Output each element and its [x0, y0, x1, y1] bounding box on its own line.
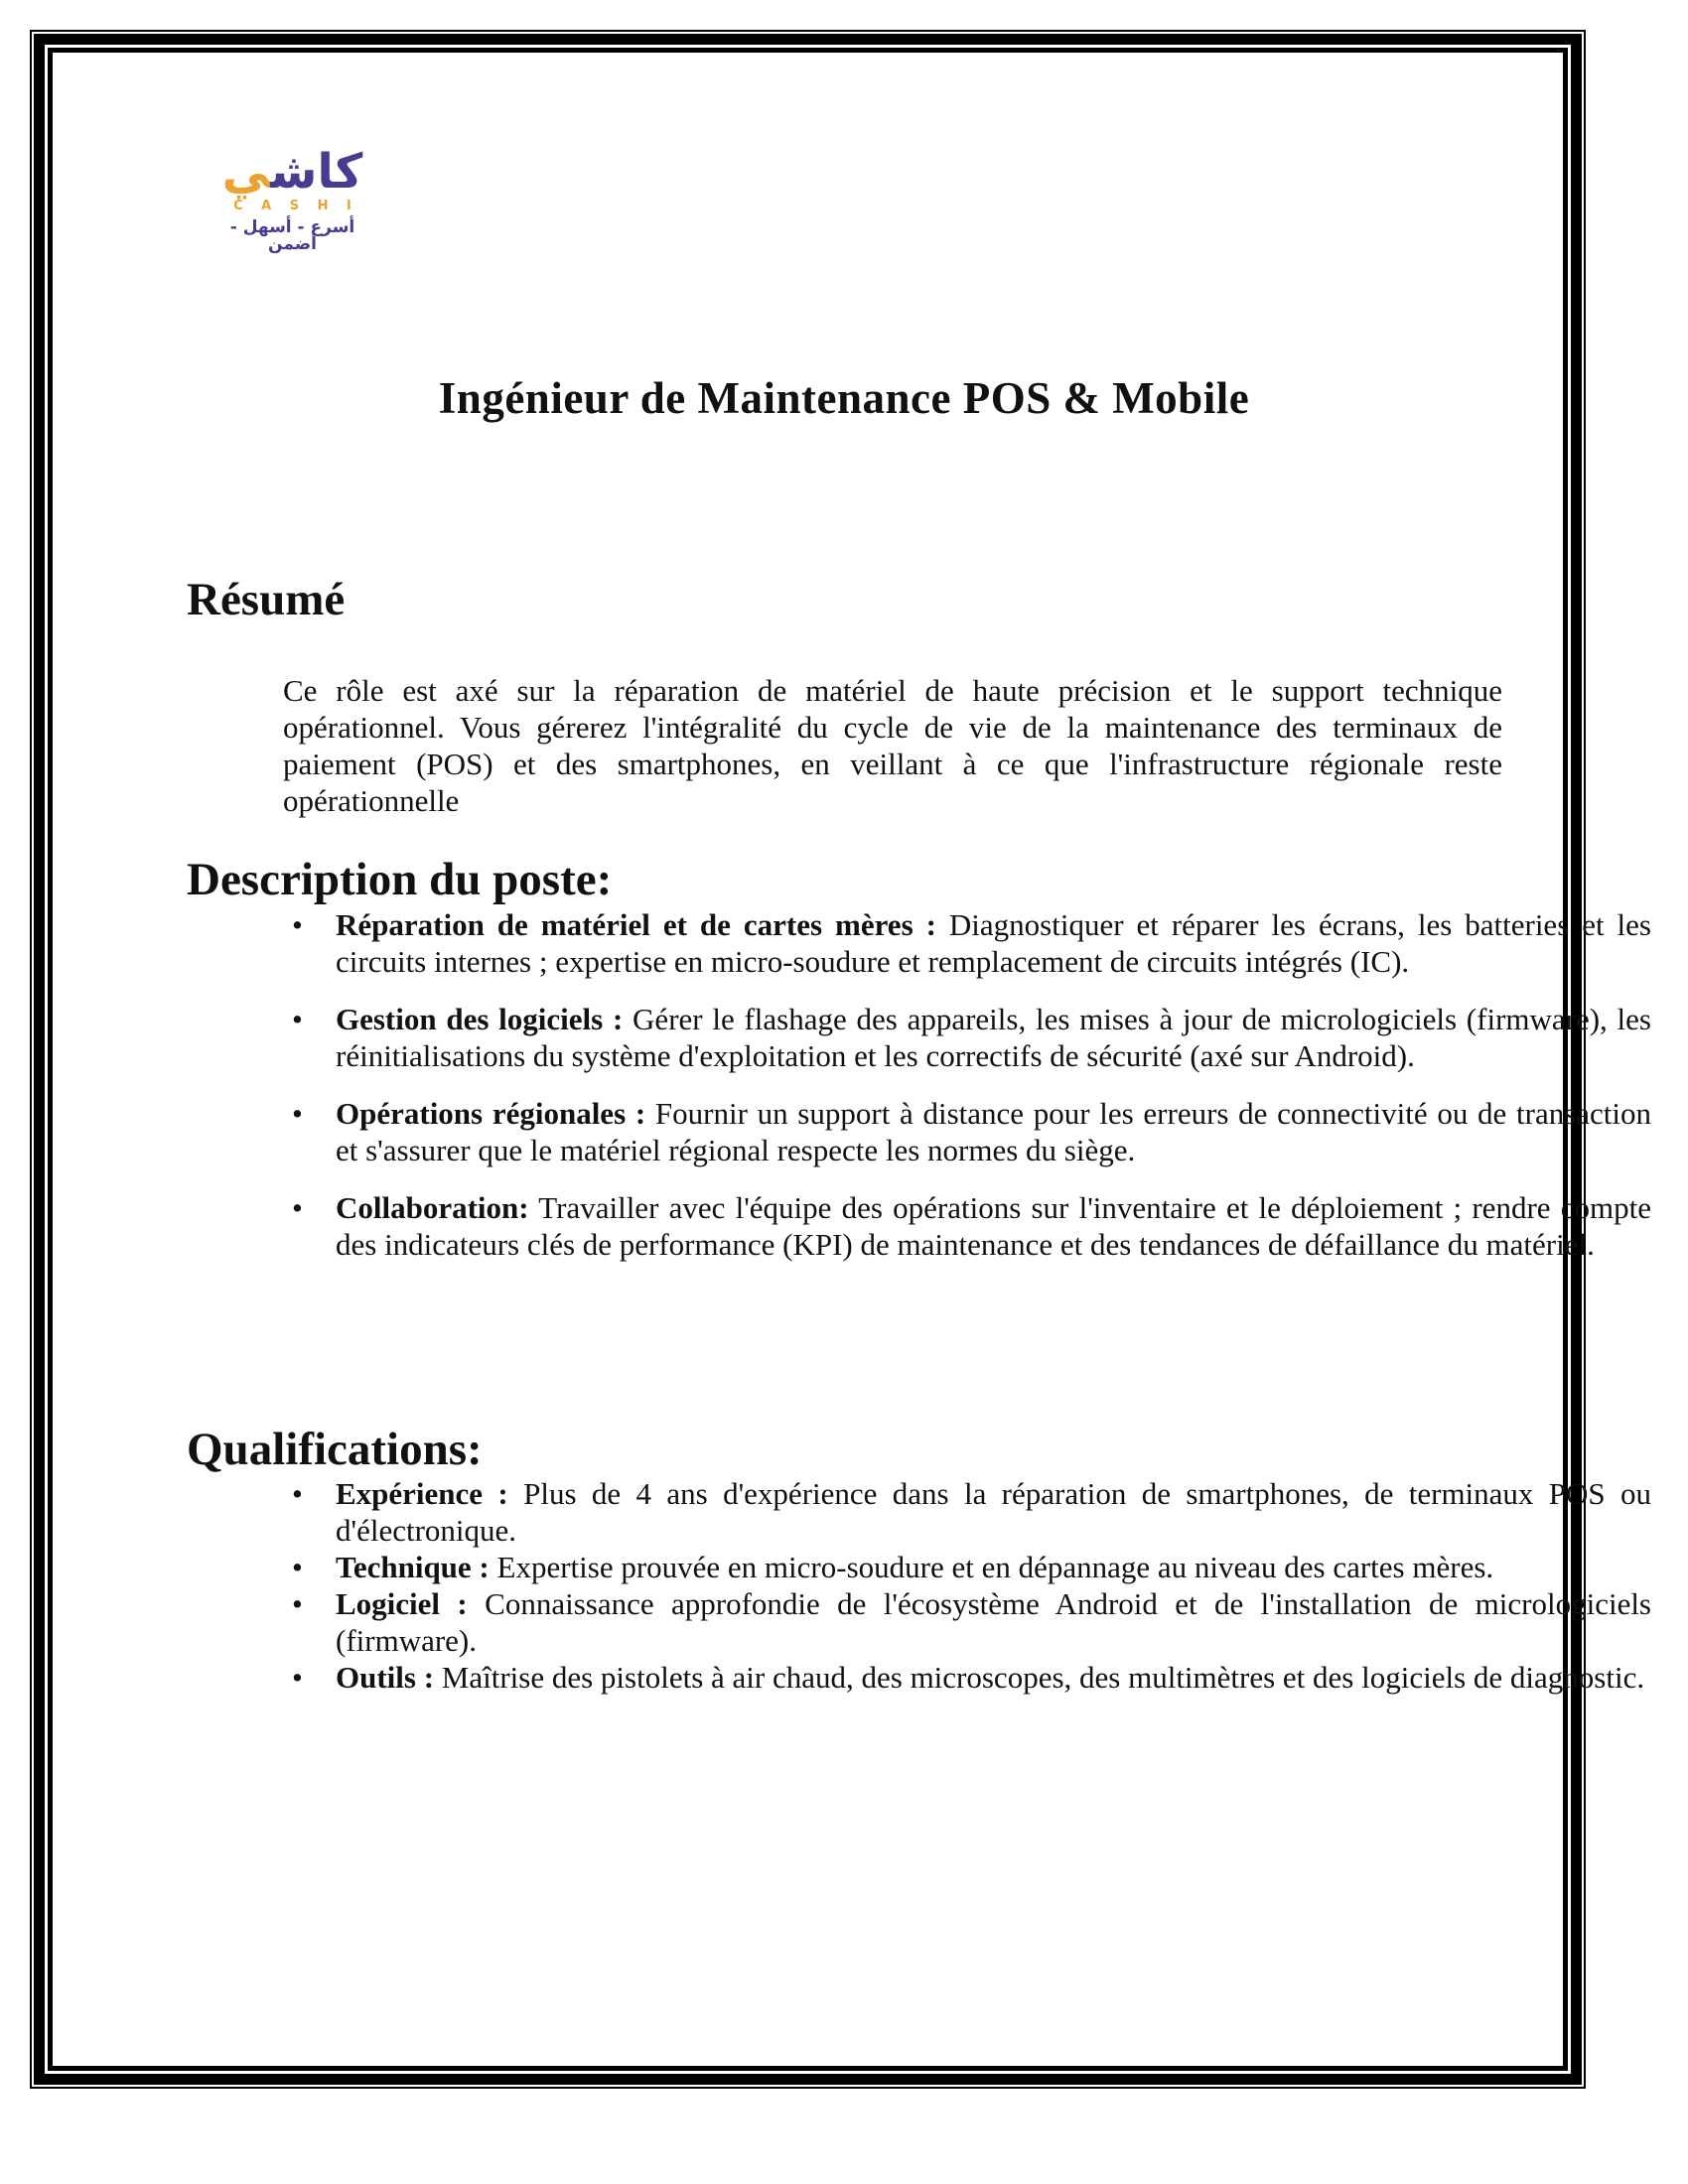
bullet-text: Expertise prouvée en micro-soudure et en dépannage au niveau des cartes mères.	[496, 1550, 1494, 1584]
list-item	[336, 1475, 1651, 1549]
logo-arabic-wordmark	[220, 144, 364, 200]
bullet-text: Fournir un support à distance pour les erreurs de connectivité ou de transaction et s'assurer que le matériel régional respecte les normes du siège.	[336, 1096, 1652, 1167]
bullet-text: Plus de 4 ans d'expérience dans la réparation de smartphones, de terminaux POS ou d'électronique.	[336, 1476, 1652, 1548]
bullet-text: Gérer le flashage des appareils, les mises à jour de micrologiciels (firmware), les réinitialisations du système d'exploitation et les correctifs de sécurité (axé sur Android).	[336, 1002, 1651, 1073]
list-item	[336, 1001, 1651, 1074]
section-heading-resume: Résumé	[187, 574, 346, 625]
resume-paragraph: Ce rôle est axé sur la réparation de matériel de haute précision et le support technique opérationnel. Vous gérerez l'intégralité du cycle de vie de la maintenance des terminaux de paiement (POS) et des smartphones, en veillant à ce que l'infrastructure régionale reste opérationnelle	[283, 673, 1502, 818]
bullet-text: Diagnostiquer et réparer les écrans, les batteries et les circuits internes ; expertise en micro-soudure et remplacement de circuits intégrés (IC).	[336, 907, 1651, 979]
bullet-text: Travailler avec l'équipe des opérations sur l'inventaire et le déploiement ; rendre compte des indicateurs clés de performance (KPI) de maintenance et des tendances de défaillance du matériel.	[336, 1190, 1651, 1262]
bullet-label: Opérations régionales :	[336, 1096, 646, 1131]
bullet-label: Réparation de matériel et de cartes mères :	[336, 907, 936, 942]
bullet-label: Logiciel :	[336, 1586, 468, 1621]
logo-tagline: أسرع - أسهل - أضمن	[229, 217, 355, 255]
cashi-logo	[220, 144, 364, 255]
logo-arabic-accent: ي	[221, 144, 271, 200]
list-item	[336, 1585, 1651, 1659]
bullet-label: Expérience :	[336, 1476, 508, 1511]
bullet-text: Maîtrise des pistolets à air chaud, des microscopes, des multimètres et des logiciels de diagnostic.	[441, 1660, 1645, 1695]
bullet-label: Collaboration:	[336, 1190, 529, 1225]
description-list	[187, 906, 1651, 1263]
bullet-label: Outils :	[336, 1660, 435, 1695]
list-item	[336, 1659, 1651, 1696]
list-item	[336, 906, 1651, 980]
list-item	[336, 1549, 1651, 1585]
bullet-label: Technique :	[336, 1550, 490, 1584]
logo-latin-text: C A S H I	[233, 199, 358, 214]
bullet-label: Gestion des logiciels :	[336, 1002, 624, 1036]
document-title: Ingénieur de Maintenance POS & Mobile	[438, 373, 1250, 424]
section-heading-description: Description du poste:	[187, 854, 613, 905]
list-item	[336, 1189, 1651, 1263]
section-heading-qualifications: Qualifications:	[187, 1424, 483, 1475]
bullet-text: Connaissance approfondie de l'écosystème Android et de l'installation de micrologiciels (firmware).	[336, 1586, 1652, 1658]
qualifications-list	[187, 1475, 1651, 1696]
list-item	[336, 1095, 1651, 1168]
logo-arabic-main: كاش	[270, 144, 363, 200]
